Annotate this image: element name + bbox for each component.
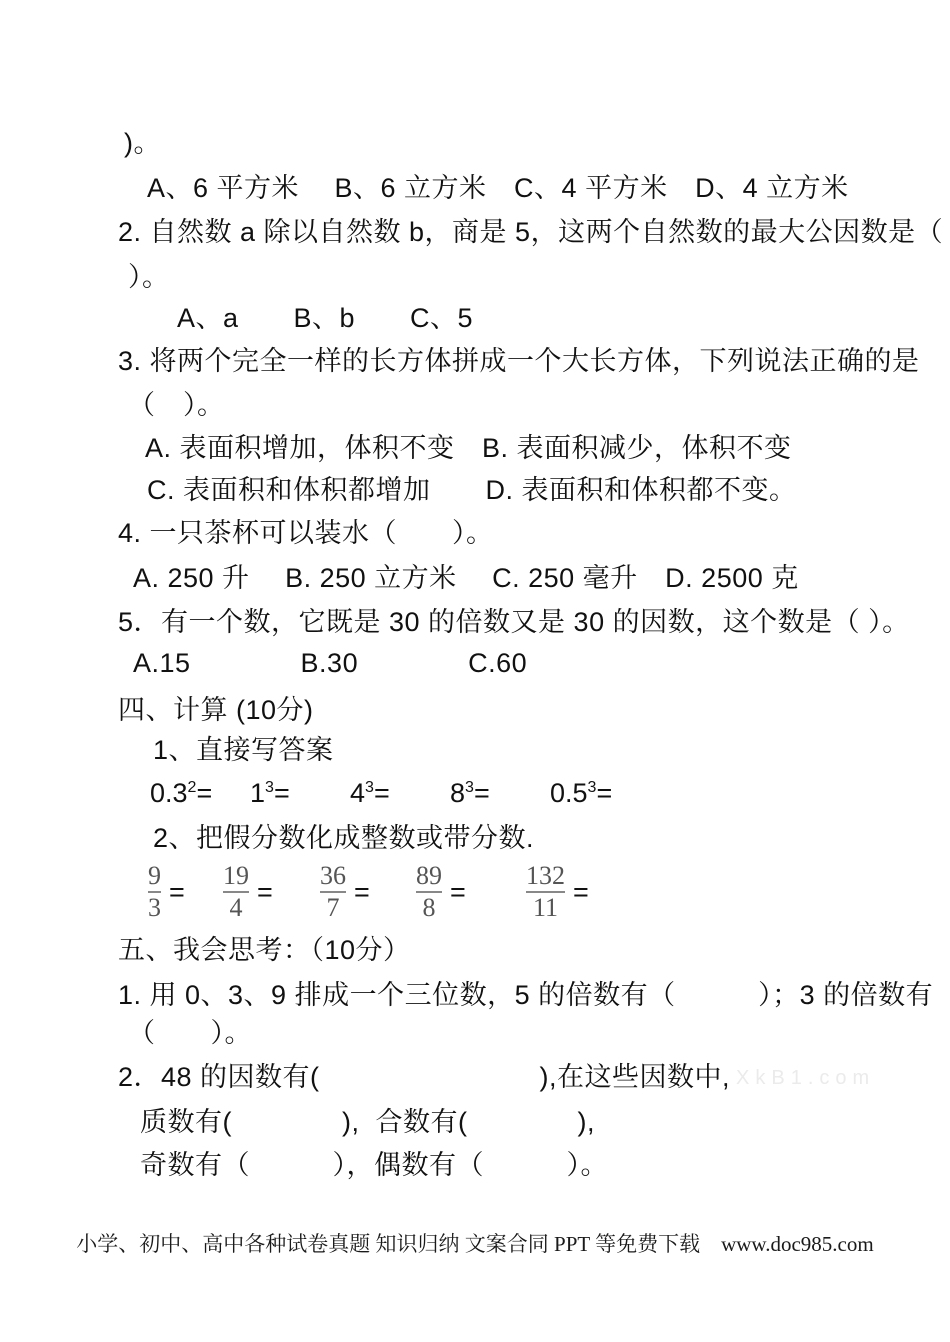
fraction-item xyxy=(416,862,526,922)
section-5-q2-line3: 奇数有（ ），偶数有（ ）。 xyxy=(140,1150,608,1180)
page-footer: 小学、初中、高中各种试卷真题 知识归纳 文案合同 PPT 等免费下载 www.doc985.com xyxy=(76,1232,874,1256)
fraction: $\frac{36}{7}$ xyxy=(320,861,346,922)
question-2-tail: ）。 xyxy=(128,262,170,292)
section-5-q2-line2: 质数有( ), 合数有( ), xyxy=(140,1107,595,1137)
power-item: $1^3=$ xyxy=(250,778,290,808)
question-4-text: 4. 一只茶杯可以装水（ ）。 xyxy=(118,518,494,548)
section-5-q2-line1 xyxy=(118,1056,875,1100)
question-1-options: A、6 平方米 B、6 立方米 C、4 平方米 D、4 立方米 xyxy=(147,173,849,203)
power-item: $0.5^3=$ xyxy=(550,778,613,808)
fraction: $\frac{89}{8}$ xyxy=(416,861,442,922)
question-1-tail: )。 xyxy=(124,128,161,158)
question-5-text: 5．有一个数，它既是 30 的倍数又是 30 的因数，这个数是（ ）。 xyxy=(118,607,910,637)
question-4-options: A. 250 升 B. 250 立方米 C. 250 毫升 D. 2500 克 xyxy=(133,563,799,593)
power-item: $0.3^2=$ xyxy=(150,778,213,808)
power-item: $8^3=$ xyxy=(450,778,490,808)
equals-sign: = xyxy=(257,876,273,907)
equals-sign: = xyxy=(169,876,185,907)
fraction-item xyxy=(223,862,320,922)
question-5-options: A.15 B.30 C.60 xyxy=(133,648,528,678)
fractions-row xyxy=(148,856,589,928)
section-4-sub1: 1、直接写答案 xyxy=(153,735,334,765)
fraction-item xyxy=(526,862,589,922)
equals-sign: = xyxy=(450,876,466,907)
fraction-item xyxy=(148,862,223,922)
question-2-text: 2. 自然数 a 除以自然数 b，商是 5，这两个自然数的最大公因数是（ xyxy=(118,217,944,247)
fraction-item xyxy=(320,862,416,922)
powers-row xyxy=(150,772,612,815)
section-4-title: 四、计算 (10分) xyxy=(118,695,314,725)
equals-sign: = xyxy=(573,876,589,907)
power-item: $4^3=$ xyxy=(350,778,390,808)
question-3-tail: （ ）。 xyxy=(128,390,225,420)
question-3-text: 3. 将两个完全一样的长方体拼成一个大长方体，下列说法正确的是 xyxy=(118,346,920,376)
watermark-text: XkB1.com xyxy=(736,1067,876,1089)
question-3-options-ab: A. 表面积增加，体积不变 B. 表面积减少，体积不变 xyxy=(145,433,792,463)
q2-line1-text: 2．48 的因数有( ),在这些因数中, xyxy=(118,1062,731,1092)
equals-sign: = xyxy=(354,876,370,907)
fraction: $\frac{19}{4}$ xyxy=(223,861,249,922)
section-5-title: 五、我会思考：（10分） xyxy=(118,935,411,965)
fraction: $\frac{9}{3}$ xyxy=(148,861,161,922)
fraction: $\frac{132}{11}$ xyxy=(526,861,565,922)
section-4-sub2: 2、把假分数化成整数或带分数. xyxy=(153,823,535,853)
question-3-options-cd: C. 表面积和体积都增加 D. 表面积和体积都不变。 xyxy=(147,475,797,505)
section-5-q1-line2: （ ）。 xyxy=(128,1018,252,1048)
question-2-options: A、a B、b C、5 xyxy=(177,303,474,333)
section-5-q1-line1: 1. 用 0、3、9 排成一个三位数，5 的倍数有（ ）；3 的倍数有 xyxy=(118,980,934,1010)
